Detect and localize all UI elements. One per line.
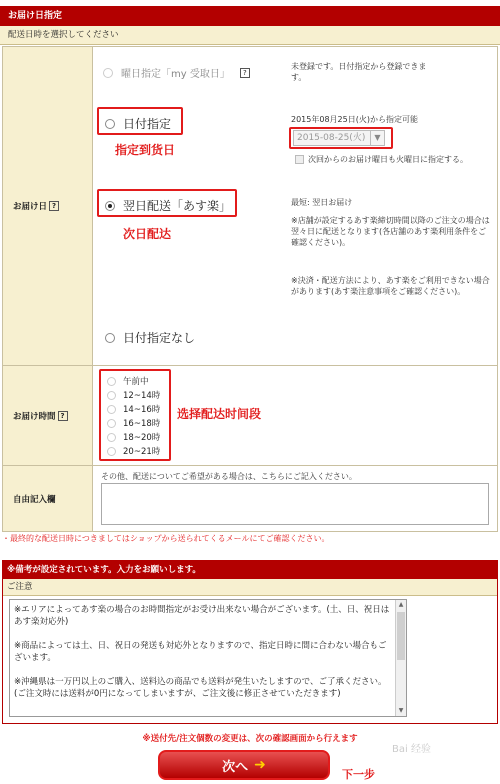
time-option-label: 午前中 [123, 377, 149, 387]
radio-circle[interactable] [107, 433, 116, 442]
free-entry-textarea[interactable] [101, 483, 489, 525]
next-button-label: 次へ [222, 759, 249, 775]
radio-circle[interactable] [107, 405, 116, 414]
annotation-next-day: 次日配达 [123, 227, 172, 241]
notes-line: ※エリアによってあす楽の場合のお時間指定がお受け出来ない場合がございます。(土、日、祝日はあす楽対応外) [14, 605, 390, 627]
time-option-label: 16~18時 [123, 419, 161, 429]
notes-line: ※商品によっては土、日、祝日の発送も対応外となりますので、指定日時に間に合わない場合もございます。 [14, 641, 387, 663]
question-icon[interactable]: ? [49, 201, 59, 211]
date-select[interactable] [293, 130, 385, 146]
radio-weekday[interactable] [103, 65, 250, 80]
free-entry-note: その他、配送についてご希望がある場合は、こちらにご記入ください。 [101, 472, 357, 481]
radio-circle[interactable] [107, 419, 116, 428]
annotation-next: 下一步 [342, 768, 375, 781]
notes-box [2, 560, 498, 724]
radio-circle[interactable] [107, 377, 116, 386]
time-option-label: 18~20時 [123, 433, 161, 443]
time-option-label: 14~16時 [123, 405, 161, 415]
radio-circle[interactable] [105, 333, 115, 343]
radio-no-date-label: 日付指定なし [123, 331, 196, 345]
repeat-weekday-checkbox-row[interactable] [295, 154, 491, 165]
time-option[interactable] [107, 375, 149, 387]
bottom-note: ※送付先/注文個数の変更は、次の確認画面から行えます [142, 734, 358, 744]
date-available-note: 2015年08月25日(火)から指定可能 [291, 115, 418, 124]
time-option-label: 12~14時 [123, 391, 161, 401]
radio-circle[interactable] [103, 68, 113, 78]
delivery-time-label-cell [3, 366, 93, 465]
next-day-note-2: ※決済・配送方法により、あす楽をご利用できない場合があります(あす楽注意事項をご確認ください)。 [291, 276, 490, 296]
free-entry-label: 自由記入欄 [13, 494, 56, 505]
radio-next-day[interactable] [105, 197, 231, 214]
time-option[interactable] [107, 417, 160, 429]
question-icon[interactable]: ? [58, 411, 68, 421]
time-option[interactable] [107, 389, 160, 401]
radio-weekday-label: 曜日指定「my 受取日」 [121, 69, 230, 80]
delivery-date-label: お届け日 [13, 202, 48, 212]
radio-date[interactable] [105, 115, 171, 132]
time-option[interactable] [107, 445, 160, 457]
delivery-date-label-cell [3, 47, 93, 365]
next-day-note-title: 最短: 翌日お届け [291, 198, 353, 207]
annotation-time: 选择配达时间段 [177, 407, 262, 421]
section-header: お届け日指定 [0, 6, 500, 26]
delivery-time-label: お届け時間 [13, 411, 56, 422]
radio-circle[interactable] [105, 201, 115, 211]
notes-scrollbar[interactable] [395, 600, 406, 716]
delivery-form-table [2, 46, 498, 532]
radio-circle[interactable] [105, 119, 115, 129]
question-icon[interactable]: ? [240, 68, 250, 78]
annotation-date: 指定到货日 [115, 143, 176, 157]
repeat-weekday-checkbox[interactable] [295, 155, 304, 164]
free-entry-label-cell [3, 466, 93, 531]
radio-circle[interactable] [107, 447, 116, 456]
radio-date-label: 日付指定 [123, 117, 172, 131]
time-option-label: 20~21時 [123, 447, 161, 457]
arrow-right-icon: ➜ [254, 757, 266, 773]
time-option[interactable] [107, 431, 160, 443]
notes-header: ※備考が設定されています。入力をお願いします。 [3, 561, 497, 579]
time-option[interactable] [107, 403, 160, 415]
date-select-value: 2015-08-25(火) [297, 133, 366, 143]
watermark: Bai 经验 [392, 744, 431, 755]
repeat-weekday-checkbox-label: 次回からのお届け曜日も火曜日に指定する。 [308, 155, 468, 164]
section-subheader: 配送日時を選択してください [0, 26, 500, 45]
notes-textarea[interactable] [9, 599, 407, 717]
scroll-thumb[interactable] [397, 612, 405, 660]
weekday-note: 未登録です。日付指定から登録できます。 [291, 62, 427, 82]
chevron-down-icon[interactable]: ▼ [370, 131, 384, 145]
radio-next-day-label: 翌日配送「あす楽」 [123, 199, 232, 213]
radio-no-date[interactable] [105, 329, 195, 346]
next-day-note-1: ※店舗が設定するあす楽締切時間以降のご注文の場合は翌々日に配送となります(各店舗のあす楽利用条件をご確認ください)。 [291, 216, 490, 247]
next-button[interactable] [158, 750, 330, 780]
scroll-down-icon[interactable]: ▼ [398, 707, 404, 714]
radio-circle[interactable] [107, 391, 116, 400]
notes-line: ※沖縄県は一万円以上のご購入、送料込の商品でも送料が発生いたしますので、ご了承ください。(ご注文時には送料が0円になってしまいますが、ご注文後に修正させていただきます) [14, 677, 387, 699]
warning-text: ・最終的な配送日時につきましてはショップから送られてくるメールにてご確認ください。 [2, 534, 330, 543]
scroll-up-icon[interactable]: ▲ [398, 601, 404, 608]
notes-subheader: ご注意 [3, 579, 497, 596]
